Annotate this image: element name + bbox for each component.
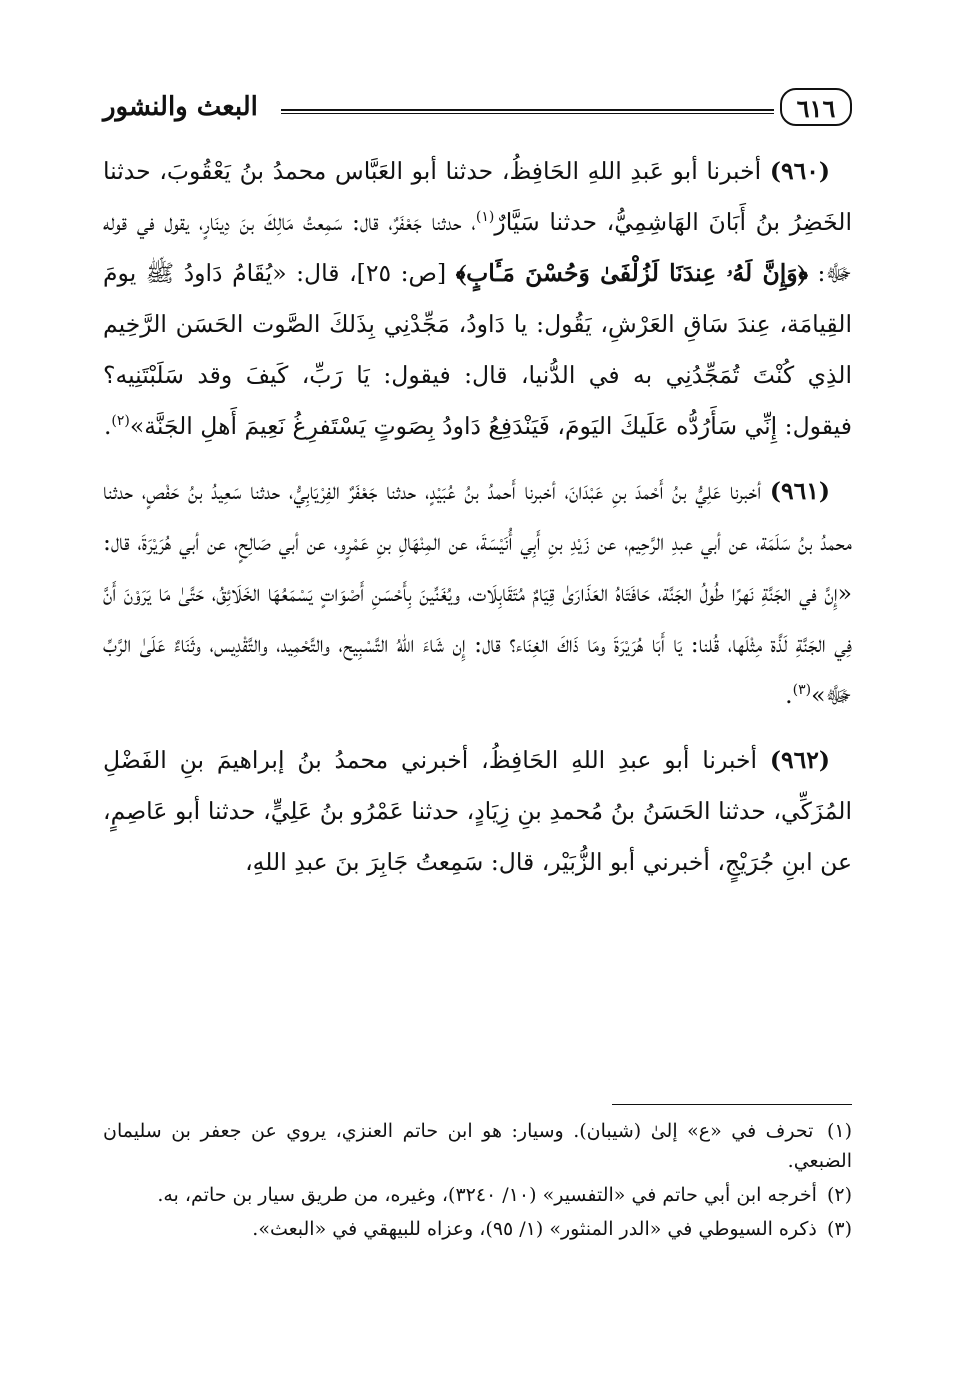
hadith-text: ، حدثنا جَعْفَرٌ، قال: سَمِعتُ مَالِكَ بنَ دِينَارٍ، يقول في قوله ﷻ: (103, 208, 852, 287)
hadith-number: (٩٦١) (769, 477, 830, 505)
footnote-text: ذكره السيوطي في «الدر المنثور» (١/ ٩٥)، وعزاه للبيهقي في «البعث». (252, 1218, 817, 1240)
quran-verse: ﴿وَإِنَّ لَهُۥ عِندَنَا لَزُلْفَىٰ وَحُسْنَ مَـَٔابٍ﴾ (455, 259, 808, 287)
footnote-mark: (٣) (826, 1218, 852, 1240)
footnote-text: أخرجه ابن أبي حاتم في «التفسير» (١٠/ ٣٢٤٠)، وغيره، من طريق سيار بن حاتم، به. (157, 1184, 817, 1206)
footnote-2 (103, 1180, 852, 1210)
hadith-number: (٩٦٢) (769, 746, 830, 774)
footnote-text: تحرف في «ع» إلىٰ (شيبان). وسيار: هو ابن حاتم العنزي، يروي عن جعفر بن سليمان الضبعي. (103, 1120, 852, 1172)
hadith-text-end: . (103, 412, 112, 440)
footnote-1 (103, 1116, 852, 1176)
footnote-ref: (٢) (111, 413, 130, 430)
hadith-text: أخبرنا عَلِيُّ بنُ أَحْمدَ بنِ عَبْدَانَ، أخبرنا أَحمدُ بنُ عُبَيْدٍ، حدثنا جَعْفَرٌ الفِرْيَابِيُّ، حدثنا سَعِيدُ بنُ حَفْصٍ، حدثنا محمدُ بنُ سَلَمَة، عن أبي عبدِ الرَّحِيم، عن زَيْدِ بنِ أَبِي أُنَيْسَةَ، عن المِنْهَالِ بنِ عَمْرٍو، عن أبي صَالِحٍ، عن أبي هُرَيْرَةَ، قال: «إِنَّ في الجَنَّةِ نَهرًا طُولُ الجَنَّة، حَافَتَاهُ العَذَارَىٰ قِيَامٌ مُتَقَابِلَات، ويُغَنِّينَ بِأَحْسَنِ أَصْوَاتٍ يَسْمَعُهَا الخَلَائِقُ، حَتَّىٰ مَا يَرَوْنَ أَنَّ فِي الجَنَّةِ لَذَّة مِثْلَها، قُلنا: يَا أَبَا هُرَيْرَةَ ومَا ذَاكَ الغِنَاء؟ قال: إِن شَاءَ اللهُ التَّسْبِيح، والتَّحْمِيد، والتَّقْدِيس، وثَنَاءٌ عَلَىٰ الرَّبِّ ﷻ» (103, 477, 852, 709)
running-header (103, 88, 852, 132)
main-text (103, 146, 852, 902)
hadith-text: أخبرنا أبو عبدِ اللهِ الحَافِظُ، أخبرني محمدُ بنُ إبراهيمَ بنِ الفَضْلِ المُزَكِّي، حدثنا الحَسَنُ بنُ مُحمدِ بنِ زِيَادٍ، حدثنا عَمْرُو بنُ عَلِيٍّ، حدثنا أبو عَاصِمٍ، عن ابنِ جُرَيْجٍ، أخبرني أبو الزُّبَيْر، قال: سَمِعتُ جَابِرَ بنَ عبدِ اللهِ، (103, 746, 852, 876)
hadith-text: [ص: ٢٥]، قال: «يُقَامُ دَاودُ ﷺ يومَ القِيامَة، عِندَ سَاقِ العَرْشِ، يَقُول: يا دَاودُ، مَجِّدْنِي بِذَلكَ الصَّوت الحَسَن الرَّخِيم الذِي كُنْتَ تُمَجِّدُنِي به في الدُّنيا، قال: فيقول: يَا رَبِّ، كَيفَ وقد سَلَبْتَنِيه؟ فيقول: إِنِّي سَأَرُدُّه عَلَيكَ اليَومَ، فَيَنْدَفِعُ دَاودُ بِصَوتٍ يَسْتَفرِغُ نَعِيمَ أَهلِ الجَنَّة» (103, 259, 852, 440)
page-number: ٦١٦ (780, 88, 852, 126)
footnote-3 (103, 1214, 852, 1244)
footnotes (103, 1116, 852, 1248)
header-rule (281, 109, 774, 114)
hadith-text-end: . (785, 681, 793, 709)
hadith-961 (103, 466, 852, 721)
hadith-960 (103, 146, 852, 452)
footnote-mark: (١) (826, 1120, 853, 1142)
running-title: البعث والنشور (103, 92, 258, 122)
hadith-962 (103, 735, 852, 888)
hadith-text: أخبرنا أبو عَبدِ اللهِ الحَافِظُ، حدثنا أبو العَبَّاس محمدُ بنُ يَعْقُوبَ، حدثنا الخَضِرُ بنُ أَبَانَ الهَاشِمِيُّ، حدثنا سَيَّارٌ (103, 157, 852, 236)
hadith-number: (٩٦٠) (769, 157, 830, 185)
footnote-mark: (٢) (826, 1184, 852, 1206)
footnote-separator (612, 1104, 852, 1105)
footnote-ref: (٣) (792, 682, 812, 699)
footnote-ref: (١) (475, 209, 495, 226)
